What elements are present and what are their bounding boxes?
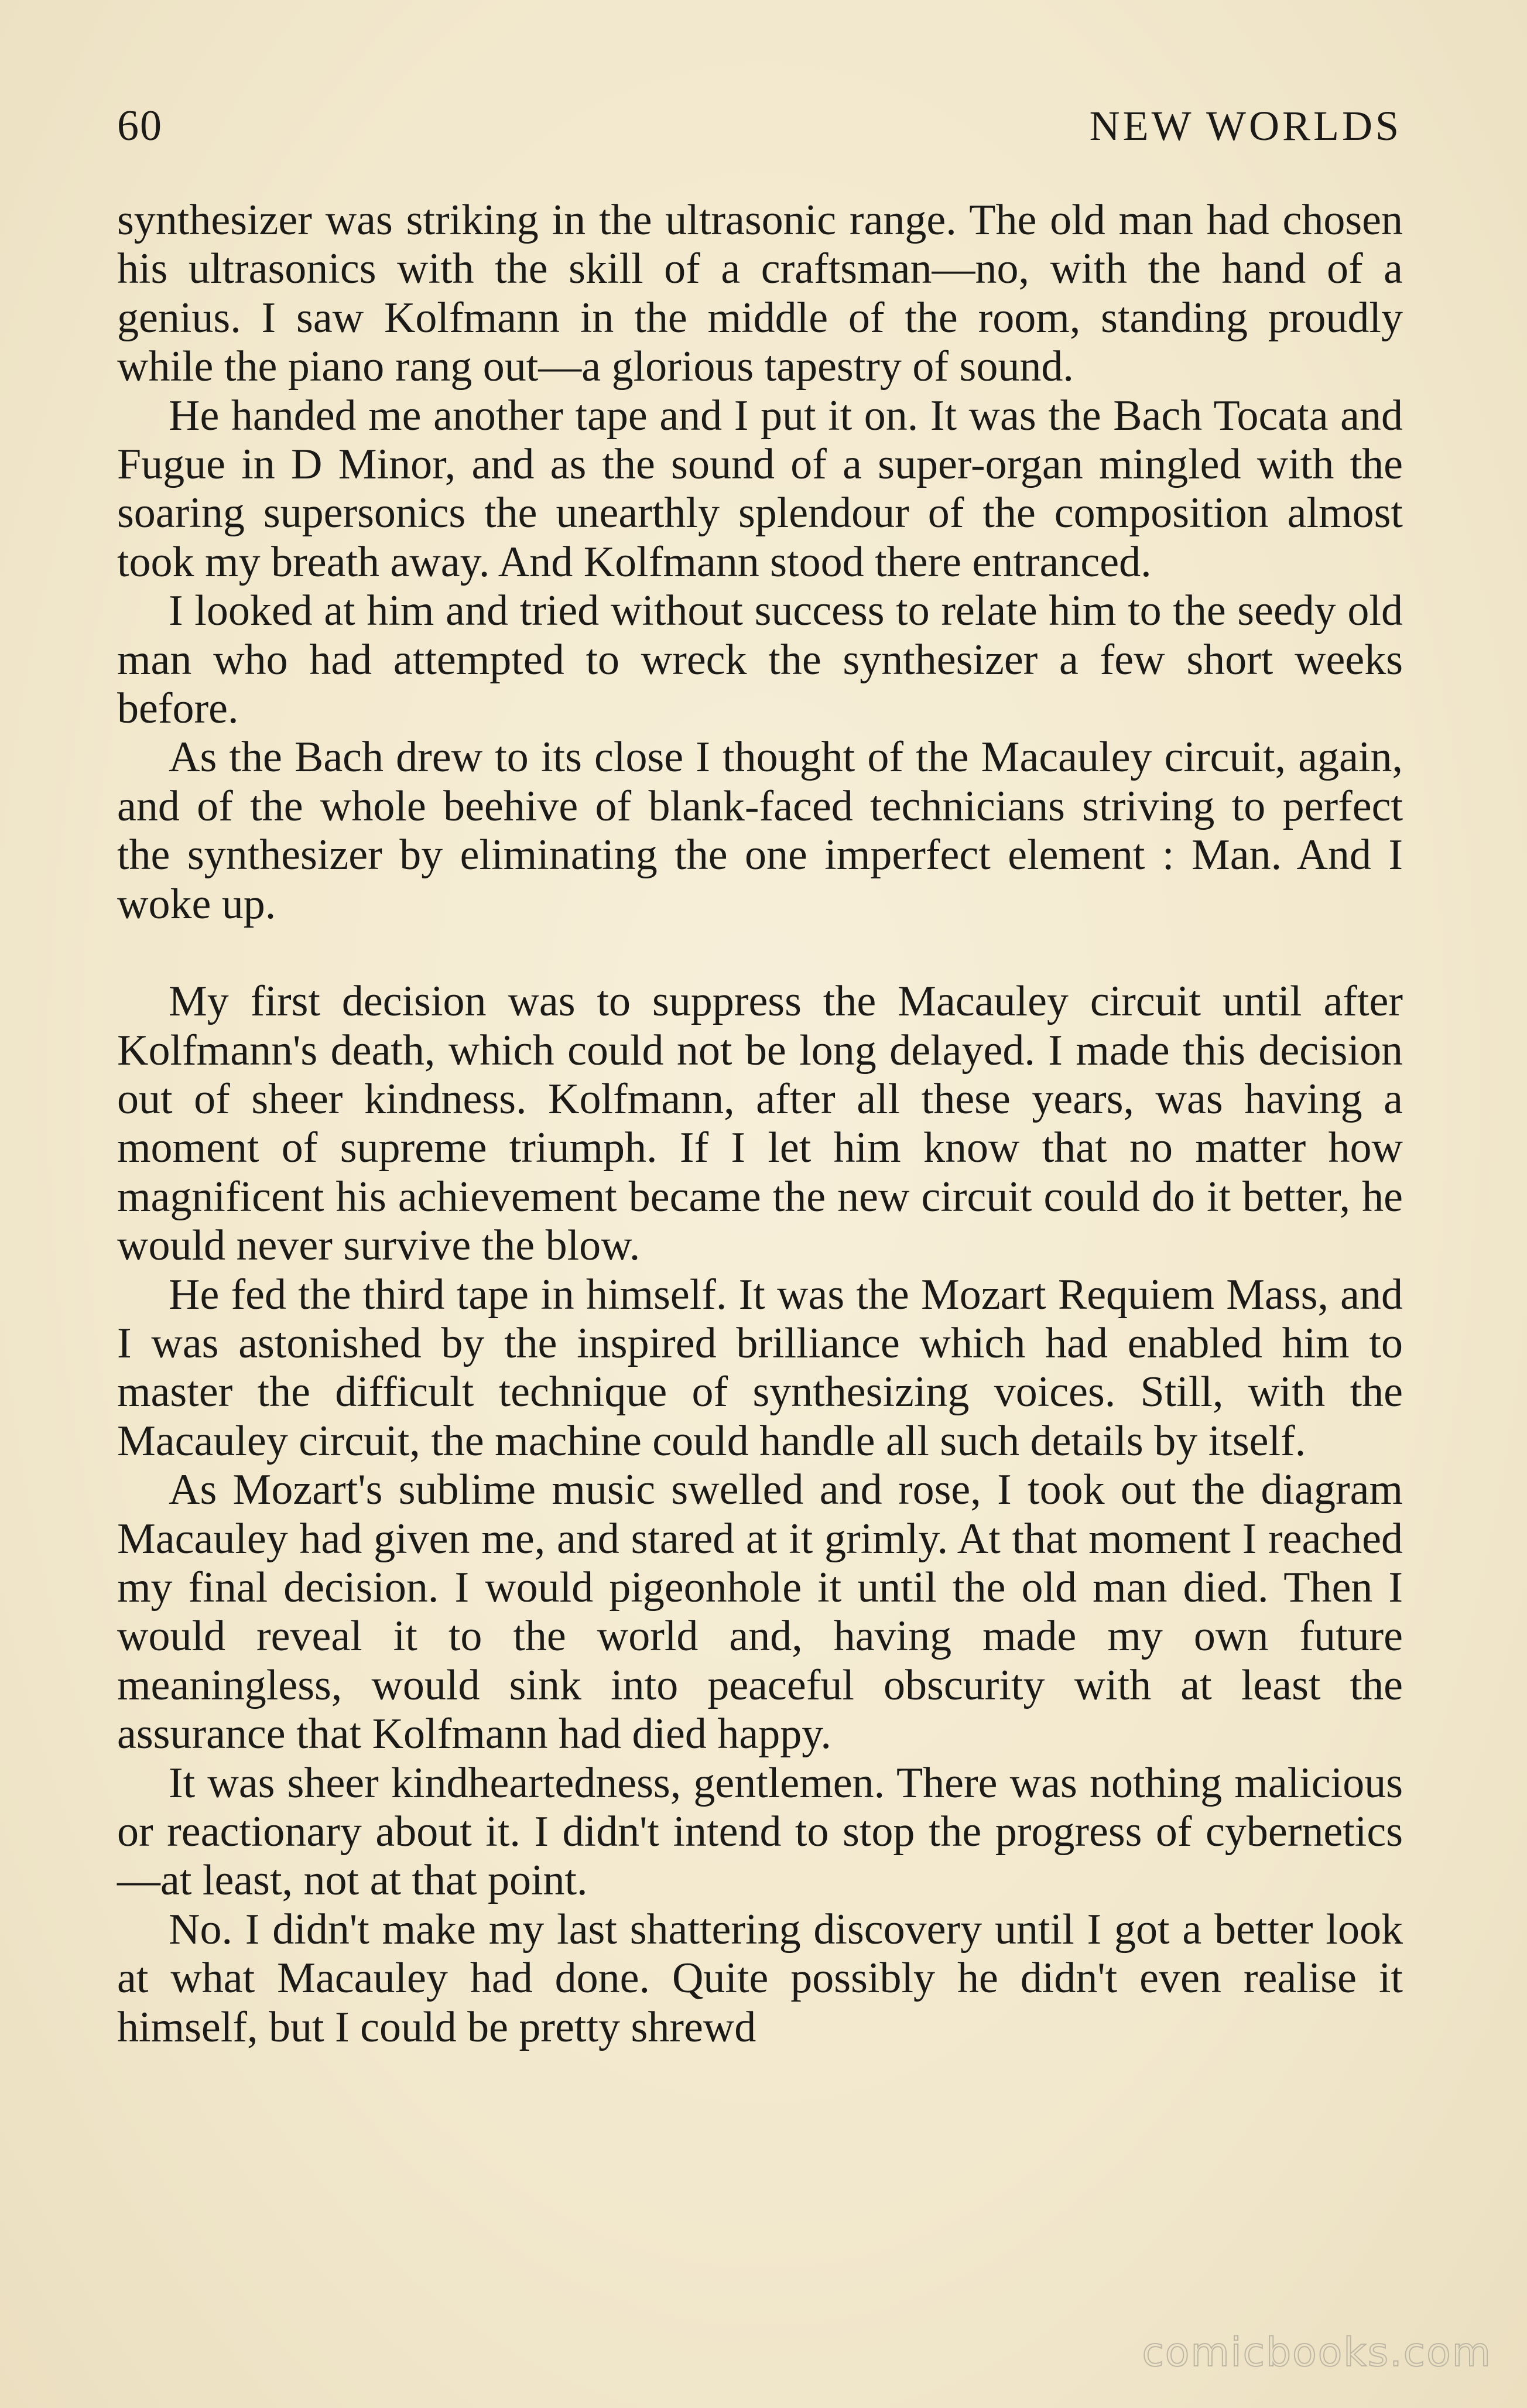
page-header [117,94,1402,158]
section-break [117,929,1403,977]
paragraph-5: My first decision was to suppress the Macauley circuit until after Kolfmann's death, which could not be long delayed. I made this decision out of sheer kindness. Kolfmann, after all these years, was having a moment of supreme triumph. If I let him know that no matter how magnificent his achievement became the new circuit could do it better, he would never survive the blow. [117,977,1403,1270]
body-text [117,196,1403,2052]
watermark: comicbooks.com [1142,2330,1492,2376]
paragraph-2: He handed me another tape and I put it on. It was the Bach Tocata and Fugue in D Minor, and as the sound of a super-organ mingled with the soaring supersonics the unearthly splendour of the composition almost took my breath away. And Kolfmann stood there entranced. [117,391,1403,586]
running-title: NEW WORLDS [1089,102,1402,149]
paragraph-4: As the Bach drew to its close I thought of the Macauley circuit, again, and of the whole beehive of blank-faced technicians striving to perfect the synthesizer by eliminating the one imperfect element : Man. And I woke up. [117,733,1403,928]
paragraph-7: As Mozart's sublime music swelled and rose, I took out the diagram Macauley had given me, and stared at it grimly. At that moment I reached my final decision. I would pigeonhole it until the old man died. Then I would reveal it to the world and, having made my own future meaningless, would sink into peaceful obscurity with at least the assurance that Kolfmann had died happy. [117,1466,1403,1759]
paragraph-9: No. I didn't make my last shattering discovery until I got a better look at what Macauley had done. Quite possibly he didn't even realise it himself, but I could be pretty shrewd [117,1905,1403,2051]
paragraph-8: It was sheer kindheartedness, gentlemen. There was nothing malicious or reactionary about it. I didn't intend to stop the progress of cybernetics—at least, not at that point. [117,1759,1403,1905]
paragraph-1: synthesizer was striking in the ultrasonic range. The old man had chosen his ultrasonics with the skill of a craftsman—no, with the hand of a genius. I saw Kolfmann in the middle of the room, standing proudly while the piano rang out—a glorious tapestry of sound. [117,196,1403,391]
paragraph-6: He fed the third tape in himself. It was the Mozart Requiem Mass, and I was astonished by the inspired brilliance which had enabled him to master the difficult technique of synthesizing voices. Still, with the Macauley circuit, the machine could handle all such details by itself. [117,1270,1403,1465]
page-number: 60 [117,101,163,150]
paragraph-3: I looked at him and tried without success to relate him to the seedy old man who had attempted to wreck the synthesizer a few short weeks before. [117,587,1403,733]
